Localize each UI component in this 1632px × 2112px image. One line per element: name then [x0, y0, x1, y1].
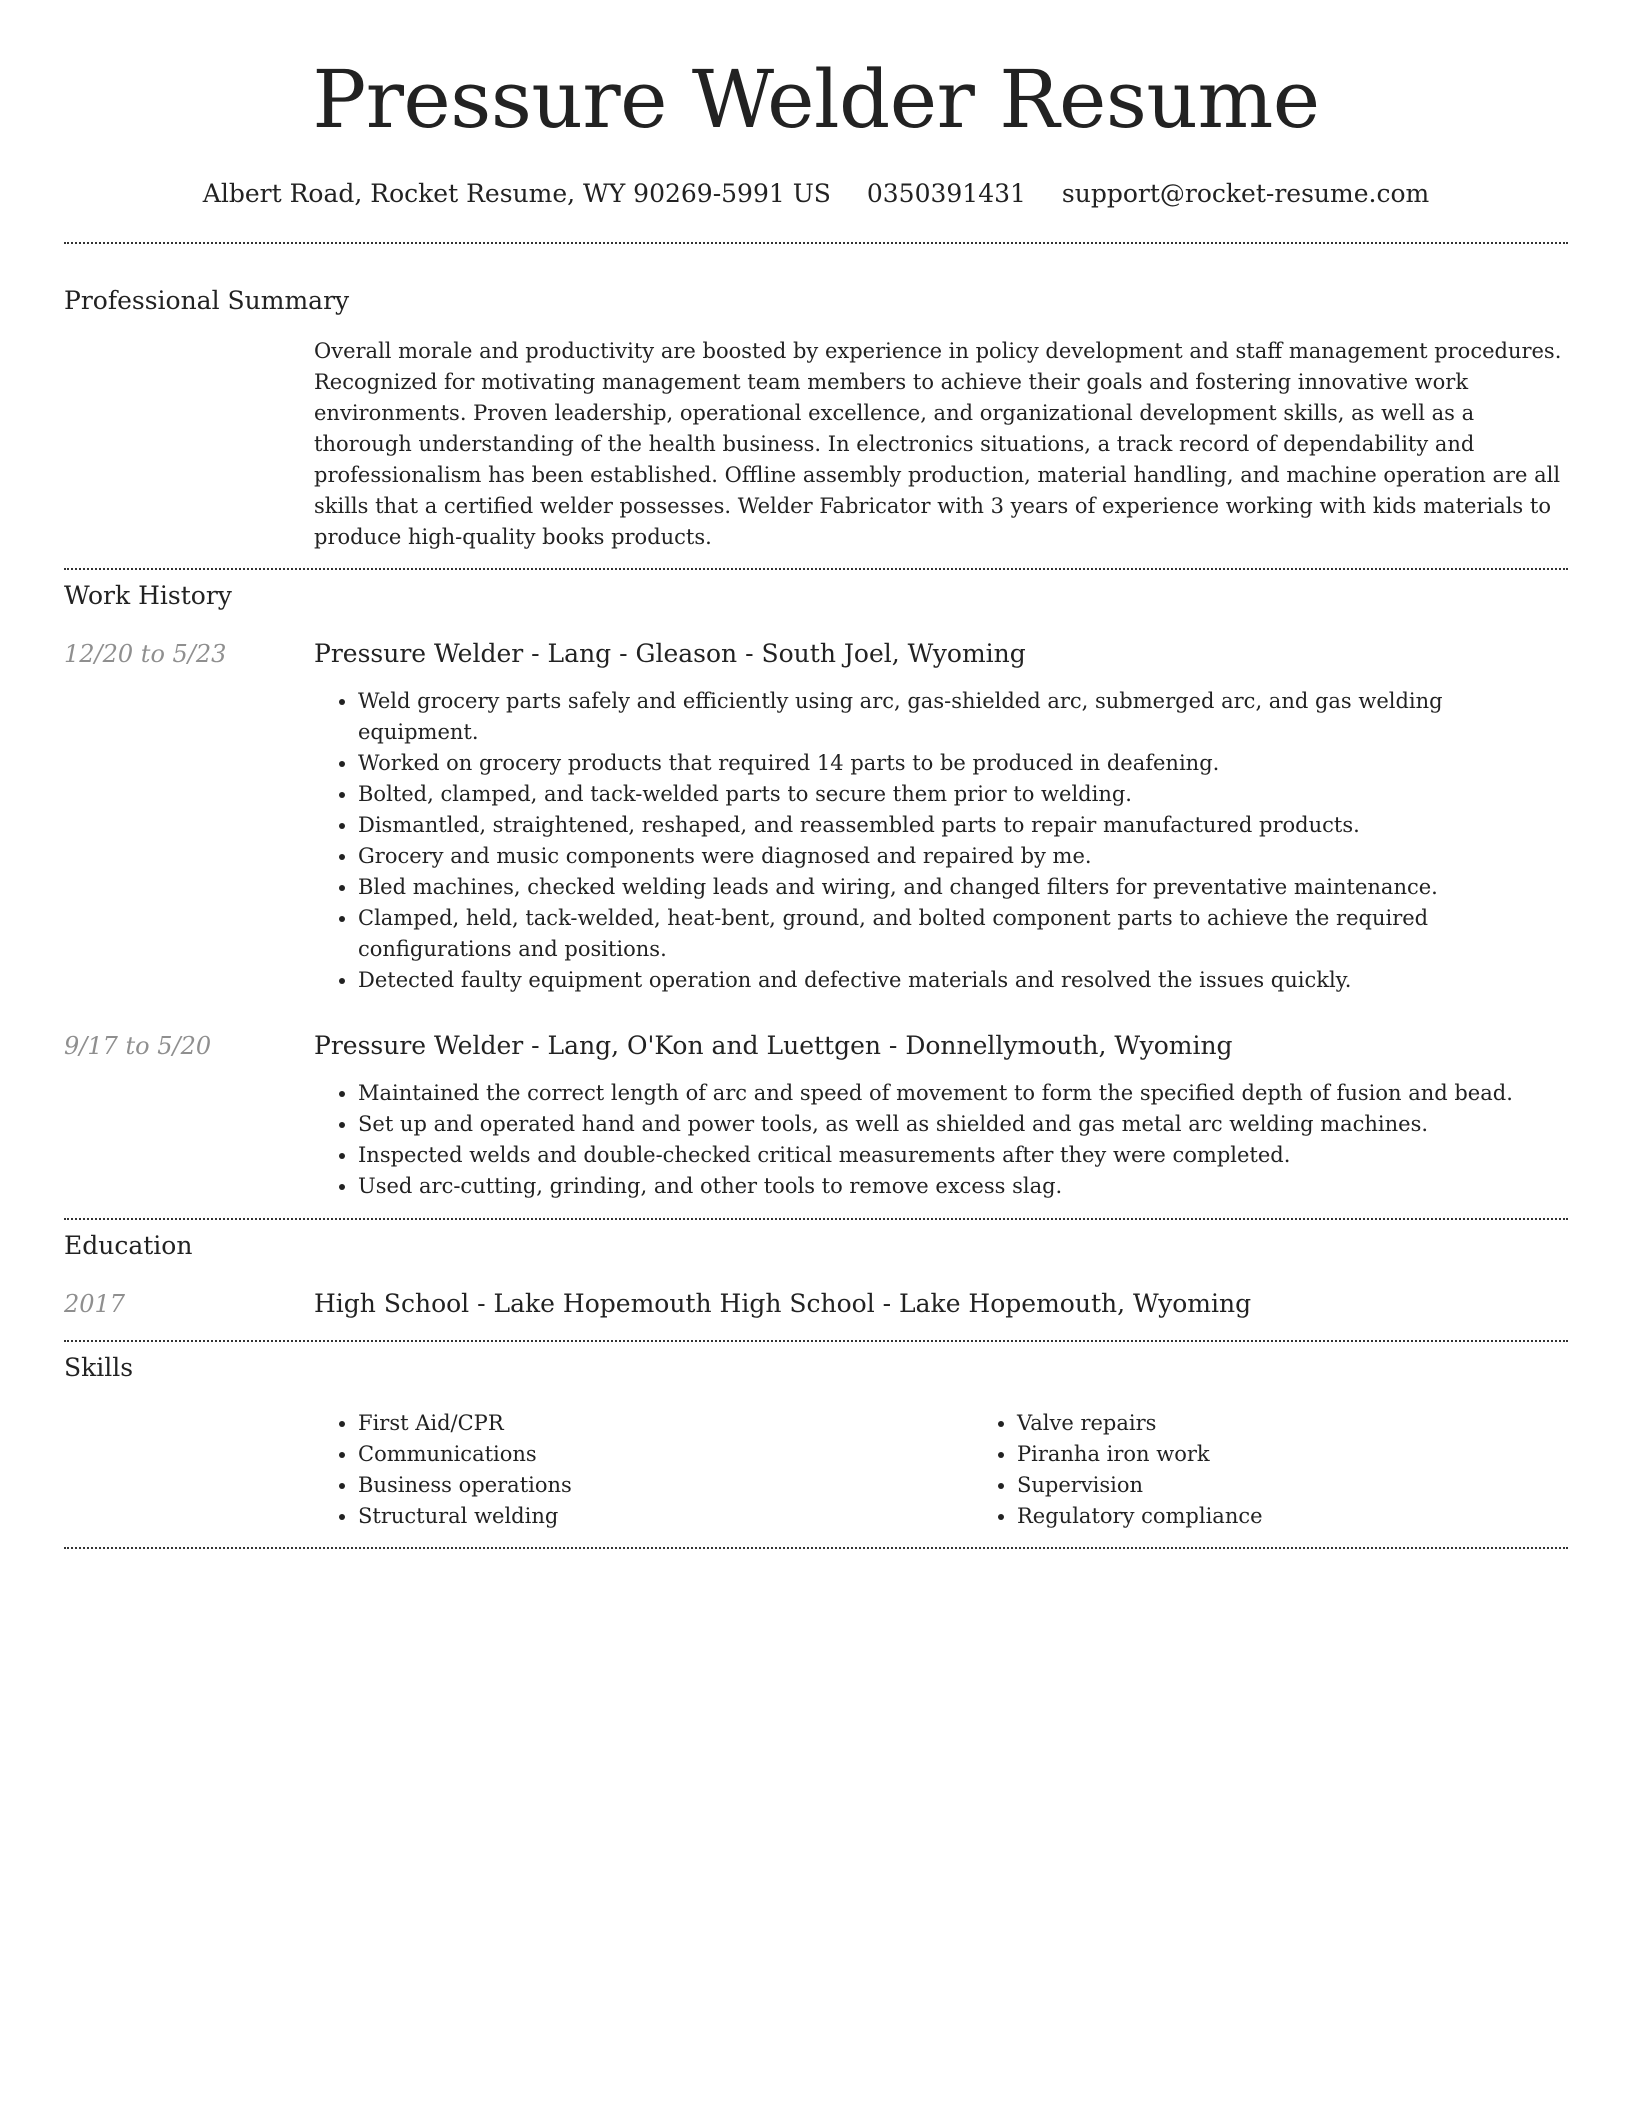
resume-page [64, 0, 1568, 1549]
skills-section [64, 1342, 1568, 1532]
job-entry [64, 1030, 1568, 1202]
job-duty: • Clamped, held, tack-welded, heat-bent, ground, and bolted component parts to achieve the required configurations and positions. [358, 903, 1568, 965]
skills-list-right [973, 1408, 1632, 1532]
summary-section [64, 244, 1568, 553]
job-duty: • Bolted, clamped, and tack-welded parts to secure them prior to welding. [358, 779, 1568, 810]
education-year: 2017 [64, 1290, 126, 1318]
resume-header [64, 0, 1568, 210]
skill-item: • First Aid/CPR [358, 1408, 973, 1439]
work-history-section [64, 570, 1568, 1202]
job-duty: • Set up and operated hand and power tools, as well as shielded and gas metal arc welding machines. [358, 1109, 1568, 1140]
job-duty: • Bled machines, checked welding leads and wiring, and changed filters for preventative maintenance. [358, 872, 1568, 903]
summary-heading: Professional Summary [64, 286, 350, 315]
contact-email: support@rocket-resume.com [1061, 179, 1430, 208]
skill-item: • Supervision [1017, 1470, 1632, 1501]
contact-phone: 0350391431 [866, 179, 1026, 208]
job-duty: • Detected faulty equipment operation and defective materials and resolved the issues quickly. [358, 965, 1568, 996]
skills-spacer [64, 1408, 314, 1532]
job-duty: • Dismantled, straightened, reshaped, and reassembled parts to repair manufactured products. [358, 810, 1568, 841]
section-divider [64, 1547, 1568, 1549]
resume-title: Pressure Welder Resume [312, 53, 1320, 146]
job-dates: 12/20 to 5/23 [64, 640, 227, 668]
job-heading: Pressure Welder - Lang - Gleason - South Joel, Wyoming [314, 639, 1026, 668]
skills-list-left [314, 1408, 973, 1532]
skill-item: • Piranha iron work [1017, 1439, 1632, 1470]
work-history-heading: Work History [64, 581, 232, 610]
skill-item: • Structural welding [358, 1501, 973, 1532]
summary-text: Overall morale and productivity are boosted by experience in policy development and staff management procedures. Recognized for motivating management team members to achieve their goals and fostering innovative work environments. Proven leadership, operational excellence, and organizational development skills, as well as a thorough understanding of the health business. In electronics situations, a track record of dependability and professionalism has been established. Offline assembly production, material handling, and machine operation are all skills that a certified welder possesses. Welder Fabricator with 3 years of experience working with kids materials to produce high-quality books products. [314, 339, 1562, 549]
job-duties-list [314, 686, 1568, 996]
education-heading-line: High School - Lake Hopemouth High School - Lake Hopemouth, Wyoming [314, 1289, 1252, 1318]
skill-item: • Regulatory compliance [1017, 1501, 1632, 1532]
job-dates: 9/17 to 5/20 [64, 1032, 212, 1060]
job-duty: • Inspected welds and double-checked critical measurements after they were completed. [358, 1140, 1568, 1171]
job-duty: • Worked on grocery products that required 14 parts to be produced in deafening. [358, 748, 1568, 779]
job-entry [64, 638, 1568, 996]
education-section [64, 1220, 1568, 1320]
job-heading: Pressure Welder - Lang, O'Kon and Luettgen - Donnellymouth, Wyoming [314, 1031, 1233, 1060]
job-duty: • Used arc-cutting, grinding, and other tools to remove excess slag. [358, 1171, 1568, 1202]
skill-item: • Communications [358, 1439, 973, 1470]
skill-item: • Valve repairs [1017, 1408, 1632, 1439]
contact-address: Albert Road, Rocket Resume, WY 90269-5991 US [202, 179, 831, 208]
contact-line [64, 178, 1568, 210]
education-heading: Education [64, 1231, 193, 1260]
job-duty: • Grocery and music components were diagnosed and repaired by me. [358, 841, 1568, 872]
job-duty: • Weld grocery parts safely and efficiently using arc, gas-shielded arc, submerged arc, and gas welding equipment. [358, 686, 1568, 748]
job-duties-list [314, 1078, 1568, 1202]
summary-spacer [64, 336, 314, 553]
skills-grid [314, 1408, 1632, 1532]
skill-item: • Business operations [358, 1470, 973, 1501]
job-duty: • Maintained the correct length of arc and speed of movement to form the specified depth of fusion and bead. [358, 1078, 1568, 1109]
education-entry [64, 1288, 1568, 1320]
skills-heading: Skills [64, 1353, 134, 1382]
